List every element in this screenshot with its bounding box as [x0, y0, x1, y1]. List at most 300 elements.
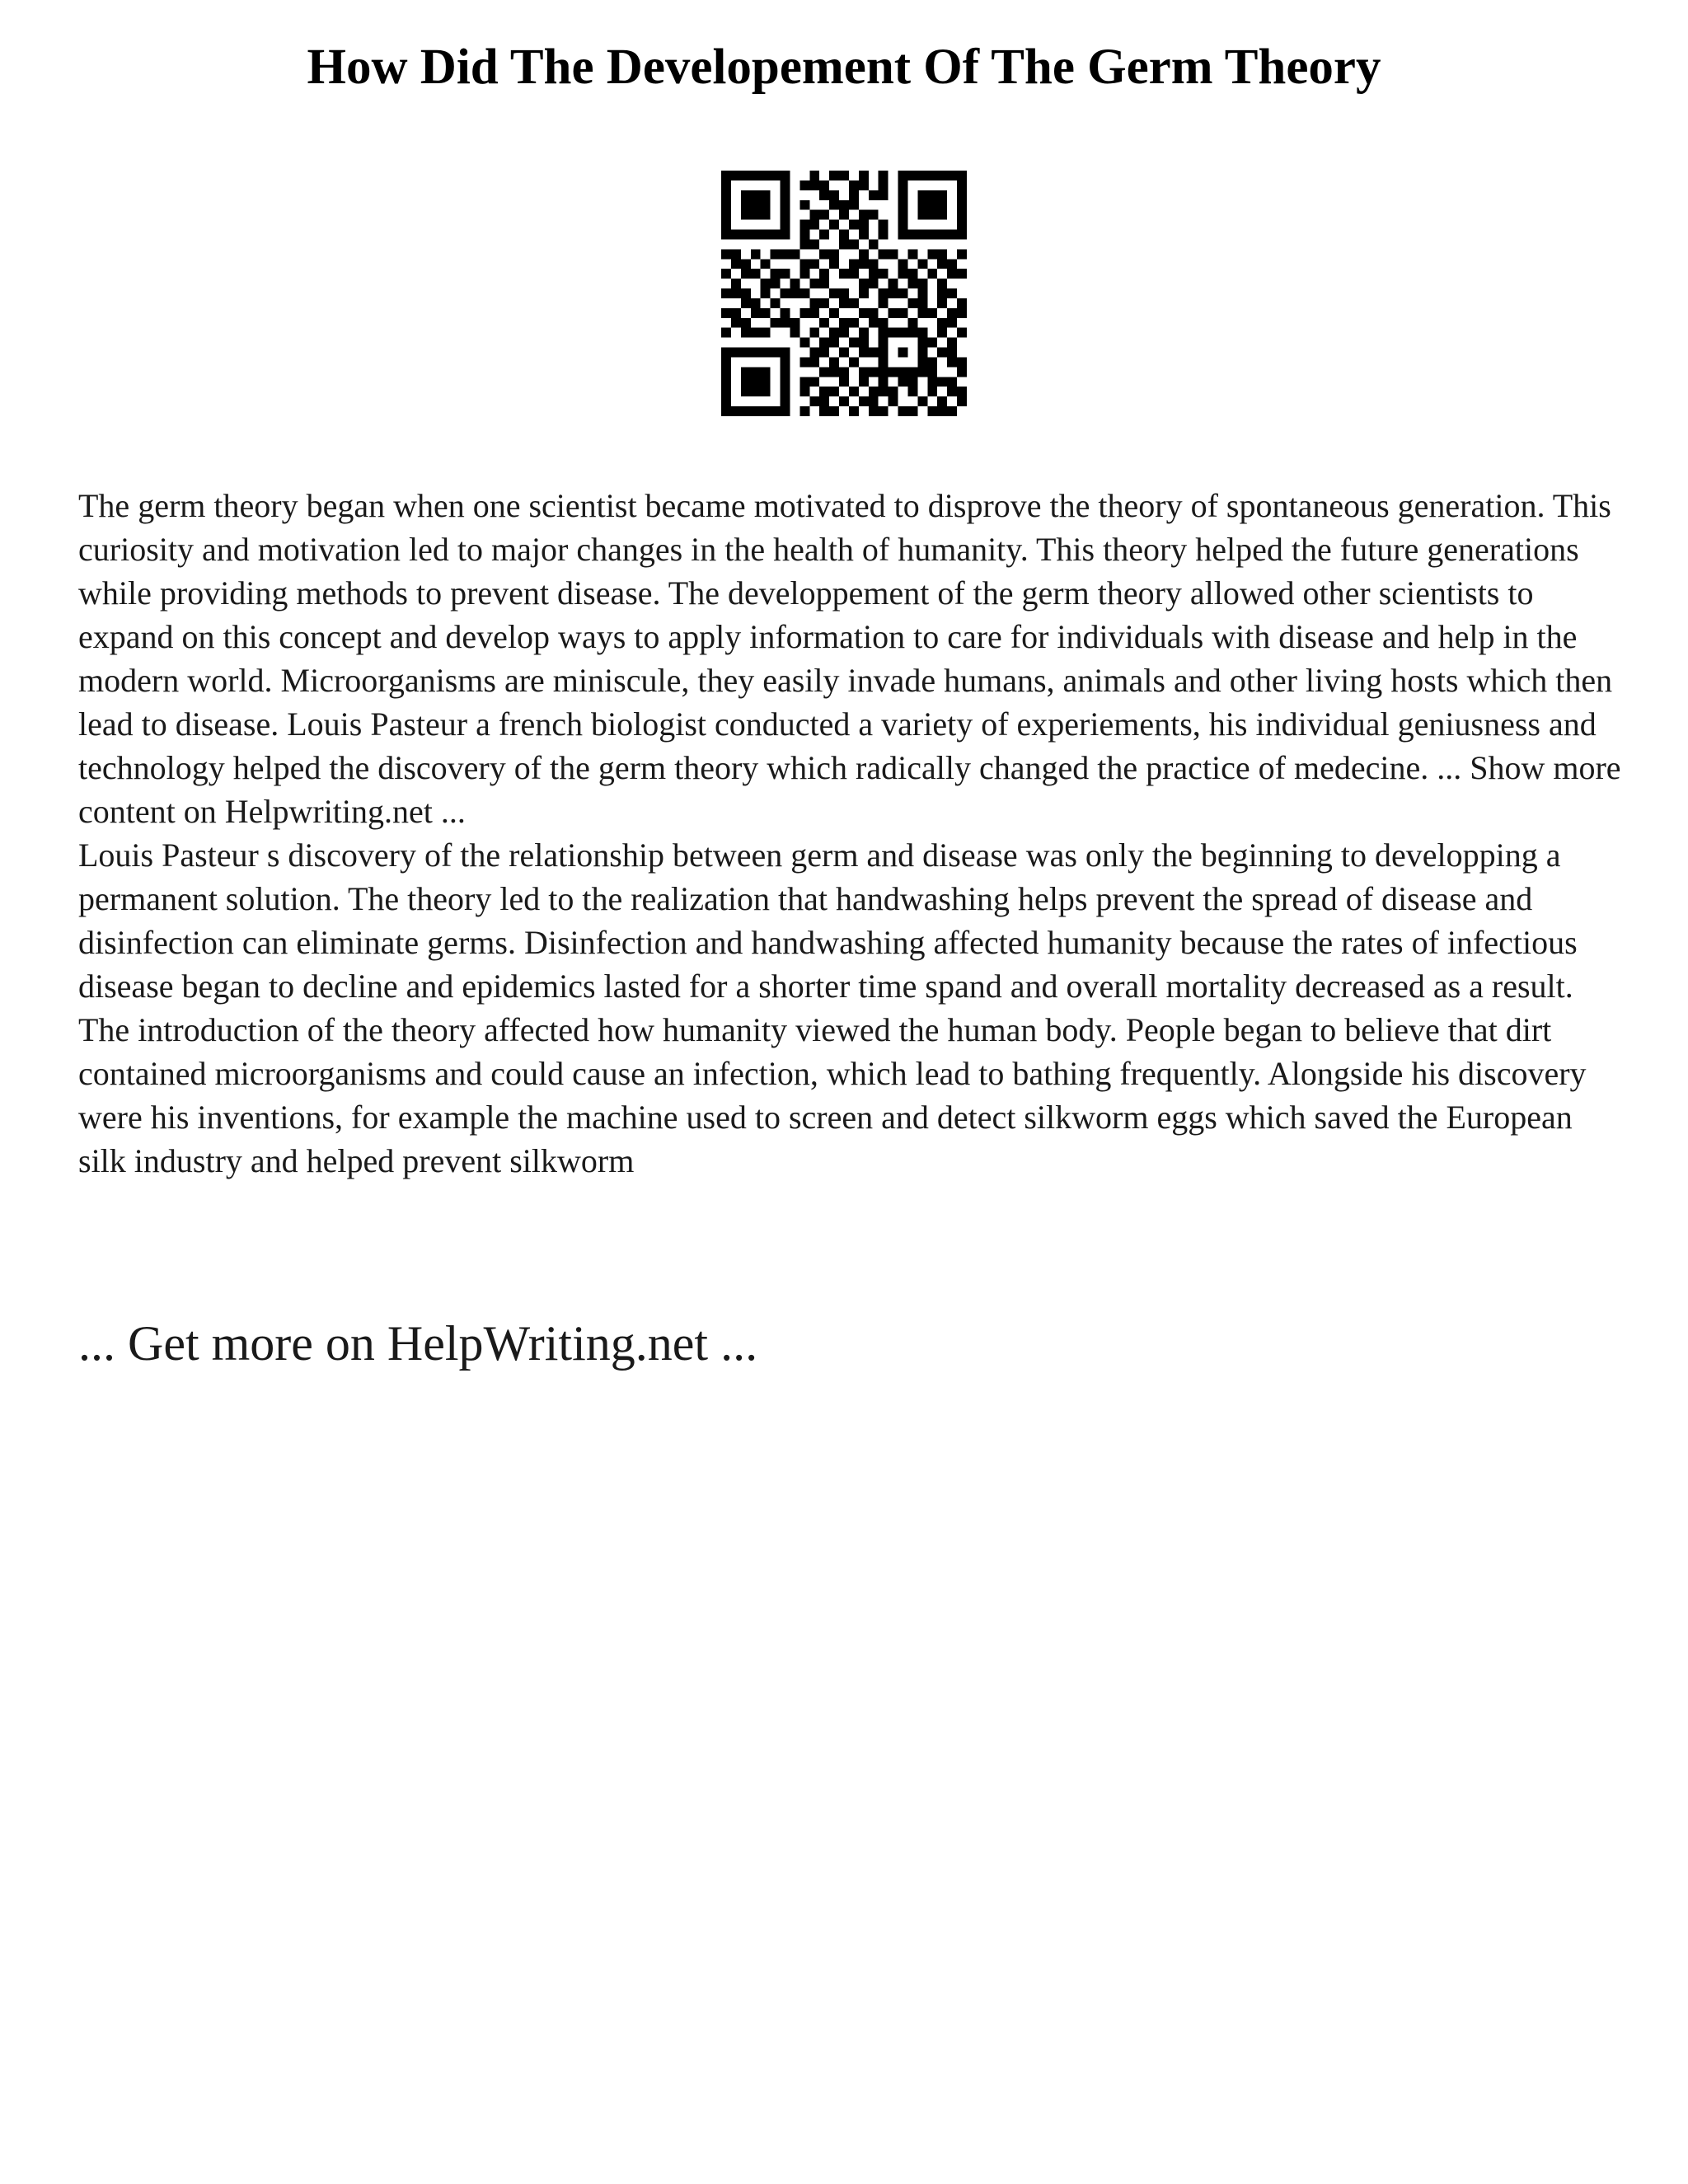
qr-module: [907, 318, 917, 328]
qr-module: [721, 269, 731, 279]
qr-module: [731, 318, 741, 328]
qr-module: [849, 338, 859, 348]
qr-module: [849, 387, 859, 396]
qr-module: [771, 171, 781, 180]
qr-module: [879, 288, 889, 298]
qr-module: [751, 200, 761, 210]
qr-module: [829, 220, 839, 230]
qr-module: [771, 318, 781, 328]
qr-module: [790, 288, 799, 298]
qr-module: [937, 230, 947, 240]
qr-module: [751, 377, 761, 387]
qr-module: [839, 377, 849, 387]
qr-module: [917, 367, 927, 377]
qr-module: [731, 279, 741, 288]
qr-module: [751, 171, 761, 180]
qr-module: [917, 308, 927, 318]
qr-module: [839, 230, 849, 240]
qr-module: [917, 328, 927, 338]
qr-module: [849, 318, 859, 328]
qr-module: [751, 328, 761, 338]
qr-module: [898, 259, 908, 269]
qr-module: [869, 279, 879, 288]
qr-module: [829, 367, 839, 377]
qr-module: [927, 210, 937, 220]
qr-module: [947, 308, 957, 318]
qr-module: [957, 190, 967, 200]
qr-module: [721, 190, 731, 200]
qr-module: [809, 180, 819, 190]
qr-module: [731, 230, 741, 240]
qr-module: [869, 269, 879, 279]
qr-module: [809, 239, 819, 249]
qr-module: [819, 338, 829, 348]
qr-module: [859, 377, 869, 387]
qr-module: [839, 200, 849, 210]
qr-module: [937, 171, 947, 180]
qr-module: [751, 298, 761, 308]
qr-module: [879, 357, 889, 367]
qr-module: [751, 210, 761, 220]
qr-module: [781, 406, 790, 416]
qr-module: [731, 288, 741, 298]
qr-module: [917, 190, 927, 200]
qr-module: [889, 288, 898, 298]
qr-module: [907, 377, 917, 387]
qr-module: [859, 180, 869, 190]
qr-module: [781, 367, 790, 377]
qr-module: [809, 279, 819, 288]
qr-module: [721, 230, 731, 240]
qr-module: [721, 210, 731, 220]
qr-module: [731, 308, 741, 318]
qr-module: [849, 406, 859, 416]
qr-module: [937, 288, 947, 298]
qr-module: [957, 249, 967, 259]
qr-module: [859, 230, 869, 240]
qr-module: [917, 348, 927, 358]
qr-module: [898, 406, 908, 416]
qr-module: [898, 171, 908, 180]
qr-module: [721, 200, 731, 210]
qr-module: [829, 328, 839, 338]
qr-module: [869, 239, 879, 249]
qr-module: [819, 387, 829, 396]
qr-module: [781, 396, 790, 406]
get-more-link[interactable]: ... Get more on HelpWriting.net ...: [78, 1316, 758, 1371]
qr-module: [771, 269, 781, 279]
qr-module: [927, 249, 937, 259]
qr-module: [859, 288, 869, 298]
qr-module: [721, 367, 731, 377]
qr-module: [731, 249, 741, 259]
qr-module: [819, 298, 829, 308]
qr-module: [859, 396, 869, 406]
qr-module: [907, 367, 917, 377]
qr-module: [869, 396, 879, 406]
qr-module: [781, 249, 790, 259]
qr-module: [761, 406, 771, 416]
qr-module: [839, 288, 849, 298]
qr-module: [859, 367, 869, 377]
qr-module: [957, 200, 967, 210]
qr-code-icon[interactable]: [721, 171, 967, 416]
qr-module: [907, 230, 917, 240]
qr-module: [761, 308, 771, 318]
qr-module: [761, 387, 771, 396]
qr-module: [799, 180, 809, 190]
qr-module: [898, 180, 908, 190]
qr-module: [917, 259, 927, 269]
qr-module: [927, 377, 937, 387]
qr-module: [869, 259, 879, 269]
qr-module: [839, 328, 849, 338]
qr-module: [879, 220, 889, 230]
qr-module: [849, 180, 859, 190]
qr-module: [781, 210, 790, 220]
qr-module: [741, 230, 751, 240]
qr-module: [957, 171, 967, 180]
qr-module: [829, 190, 839, 200]
qr-module: [731, 171, 741, 180]
qr-module: [771, 298, 781, 308]
qr-module: [879, 318, 889, 328]
qr-module: [781, 230, 790, 240]
qr-module: [781, 190, 790, 200]
qr-module: [849, 357, 859, 367]
qr-module: [898, 230, 908, 240]
qr-module: [927, 190, 937, 200]
qr-module: [937, 190, 947, 200]
qr-module: [859, 348, 869, 358]
qr-code-graphic: [721, 171, 967, 416]
qr-module: [859, 210, 869, 220]
qr-module: [937, 377, 947, 387]
qr-module: [721, 406, 731, 416]
qr-module: [849, 190, 859, 200]
qr-module: [761, 348, 771, 358]
qr-module: [927, 357, 937, 367]
qr-module: [889, 308, 898, 318]
qr-module: [731, 406, 741, 416]
qr-module: [917, 230, 927, 240]
qr-module: [898, 200, 908, 210]
qr-module: [741, 348, 751, 358]
qr-module: [771, 348, 781, 358]
qr-module: [829, 406, 839, 416]
qr-module: [751, 367, 761, 377]
qr-module: [947, 406, 957, 416]
qr-module: [741, 377, 751, 387]
qr-module: [771, 279, 781, 288]
qr-module: [809, 259, 819, 269]
qr-module: [947, 387, 957, 396]
qr-module: [869, 318, 879, 328]
qr-module: [898, 308, 908, 318]
qr-module: [957, 210, 967, 220]
qr-module: [829, 387, 839, 396]
qr-module: [809, 328, 819, 338]
qr-module: [799, 338, 809, 348]
qr-module: [771, 249, 781, 259]
qr-module: [781, 348, 790, 358]
qr-module: [927, 200, 937, 210]
qr-module: [879, 190, 889, 200]
qr-module: [879, 298, 889, 308]
article-body: [78, 484, 1628, 1183]
qr-module: [741, 200, 751, 210]
qr-module: [907, 298, 917, 308]
qr-module: [839, 210, 849, 220]
qr-module: [751, 269, 761, 279]
qr-module: [879, 269, 889, 279]
qr-module: [761, 210, 771, 220]
qr-module: [751, 230, 761, 240]
qr-module: [917, 338, 927, 348]
qr-module: [937, 259, 947, 269]
qr-module: [907, 171, 917, 180]
qr-module: [731, 348, 741, 358]
qr-module: [859, 171, 869, 180]
qr-module: [859, 328, 869, 338]
qr-module: [771, 406, 781, 416]
qr-module: [859, 259, 869, 269]
qr-module: [781, 180, 790, 190]
qr-module: [799, 269, 809, 279]
qr-module: [799, 220, 809, 230]
qr-module: [819, 210, 829, 220]
qr-module: [799, 230, 809, 240]
qr-module: [927, 171, 937, 180]
qr-module: [721, 308, 731, 318]
qr-module: [957, 328, 967, 338]
qr-module: [907, 279, 917, 288]
qr-module: [957, 298, 967, 308]
qr-module: [819, 396, 829, 406]
qr-module: [829, 171, 839, 180]
qr-module: [761, 200, 771, 210]
qr-module: [809, 396, 819, 406]
qr-module: [898, 377, 908, 387]
qr-module: [721, 348, 731, 358]
qr-module: [879, 249, 889, 259]
qr-module: [799, 288, 809, 298]
qr-module: [849, 298, 859, 308]
qr-module: [849, 259, 859, 269]
qr-module: [781, 377, 790, 387]
qr-module: [937, 200, 947, 210]
qr-module: [721, 220, 731, 230]
qr-module: [829, 200, 839, 210]
qr-module: [937, 396, 947, 406]
qr-module: [761, 259, 771, 269]
qr-module: [927, 338, 937, 348]
qr-module: [879, 171, 889, 180]
qr-module: [809, 210, 819, 220]
qr-module: [849, 220, 859, 230]
qr-module: [781, 357, 790, 367]
qr-module: [819, 279, 829, 288]
qr-module: [927, 367, 937, 377]
qr-module: [839, 318, 849, 328]
qr-module: [917, 298, 927, 308]
qr-module: [809, 357, 819, 367]
qr-module: [829, 357, 839, 367]
qr-module: [781, 288, 790, 298]
qr-module: [799, 406, 809, 416]
qr-module: [829, 288, 839, 298]
qr-module: [859, 308, 869, 318]
qr-module: [898, 220, 908, 230]
qr-module: [799, 200, 809, 210]
qr-module: [751, 348, 761, 358]
qr-module: [761, 230, 771, 240]
qr-module: [937, 328, 947, 338]
qr-module: [869, 210, 879, 220]
qr-module: [849, 239, 859, 249]
qr-module: [879, 367, 889, 377]
qr-module: [957, 396, 967, 406]
qr-module: [721, 171, 731, 180]
qr-module: [869, 387, 879, 396]
qr-module: [751, 387, 761, 396]
qr-module: [957, 357, 967, 367]
qr-module: [879, 230, 889, 240]
qr-module: [907, 387, 917, 396]
qr-module: [869, 308, 879, 318]
qr-module: [957, 220, 967, 230]
qr-module: [889, 279, 898, 288]
paragraph-1: The germ theory began when one scientist became motivated to disprove the theory of spontaneous generation. This curiosity and motivation led to major changes in the health of humanity. This theory helped the future generations while providing methods to prevent disease. The developpement of the germ theory allowed other scientists to expand on this concept and develop ways to apply information to care for individuals with disease and help in the modern world. Microorganisms are miniscule, they easily invade humans, animals and other living hosts which then lead to disease. Louis Pasteur a french biologist conducted a variety of experiements, his individual geniusness and technology helped the discovery of the germ theory which radically changed the practice of medecine. ... Show more content on Helpwriting.net ...: [78, 487, 1621, 830]
qr-module: [839, 269, 849, 279]
qr-module: [839, 348, 849, 358]
qr-module: [879, 377, 889, 387]
qr-module: [869, 348, 879, 358]
qr-module: [781, 171, 790, 180]
qr-module: [957, 269, 967, 279]
qr-module: [869, 367, 879, 377]
qr-module: [889, 396, 898, 406]
qr-module: [829, 249, 839, 259]
qr-module: [799, 239, 809, 249]
qr-module: [741, 190, 751, 200]
qr-module: [829, 259, 839, 269]
qr-module: [781, 220, 790, 230]
qr-module: [917, 210, 927, 220]
qr-module: [761, 190, 771, 200]
qr-module: [751, 308, 761, 318]
qr-module: [721, 396, 731, 406]
qr-module: [898, 210, 908, 220]
qr-module: [731, 259, 741, 269]
qr-module: [781, 269, 790, 279]
qr-module: [859, 338, 869, 348]
qr-module: [927, 230, 937, 240]
qr-module: [947, 288, 957, 298]
qr-module: [809, 377, 819, 387]
qr-module: [898, 190, 908, 200]
qr-module: [947, 348, 957, 358]
qr-module: [761, 328, 771, 338]
qr-module: [781, 200, 790, 210]
qr-module: [869, 190, 879, 200]
qr-module: [937, 210, 947, 220]
qr-module: [917, 288, 927, 298]
qr-module: [819, 180, 829, 190]
qr-module: [819, 230, 829, 240]
qr-module: [937, 406, 947, 416]
qr-module: [809, 220, 819, 230]
qr-module: [937, 348, 947, 358]
qr-module: [898, 269, 908, 279]
qr-module: [839, 171, 849, 180]
qr-module: [819, 406, 829, 416]
qr-module: [741, 288, 751, 298]
qr-module: [859, 249, 869, 259]
qr-module: [947, 171, 957, 180]
qr-module: [819, 367, 829, 377]
qr-module: [741, 387, 751, 396]
qr-module: [947, 230, 957, 240]
qr-module: [790, 328, 799, 338]
qr-module: [809, 171, 819, 180]
qr-module: [790, 279, 799, 288]
qr-module: [869, 406, 879, 416]
qr-module: [879, 387, 889, 396]
qr-module: [799, 357, 809, 367]
qr-module: [819, 348, 829, 358]
qr-module: [799, 387, 809, 396]
qr-module: [957, 180, 967, 190]
qr-module: [947, 357, 957, 367]
qr-module: [799, 308, 809, 318]
qr-module: [957, 387, 967, 396]
qr-module: [771, 230, 781, 240]
qr-module: [917, 279, 927, 288]
qr-module: [859, 279, 869, 288]
qr-module: [927, 269, 937, 279]
qr-module: [761, 377, 771, 387]
qr-module: [721, 377, 731, 387]
qr-module: [829, 338, 839, 348]
qr-module: [799, 377, 809, 387]
qr-module: [907, 328, 917, 338]
qr-module: [889, 249, 898, 259]
qr-module: [947, 338, 957, 348]
qr-module: [927, 387, 937, 396]
qr-module: [809, 298, 819, 308]
qr-module: [907, 249, 917, 259]
qr-module: [898, 288, 908, 298]
qr-module: [898, 348, 908, 358]
qr-module: [947, 318, 957, 328]
qr-module: [751, 406, 761, 416]
qr-module: [741, 328, 751, 338]
qr-module: [937, 249, 947, 259]
qr-module: [741, 318, 751, 328]
qr-module: [839, 367, 849, 377]
qr-module: [957, 230, 967, 240]
qr-module: [741, 298, 751, 308]
qr-module: [761, 288, 771, 298]
qr-module: [721, 180, 731, 190]
qr-module: [741, 171, 751, 180]
qr-module: [790, 249, 799, 259]
qr-module: [879, 180, 889, 190]
qr-module: [819, 269, 829, 279]
qr-module: [761, 367, 771, 377]
qr-module: [947, 269, 957, 279]
